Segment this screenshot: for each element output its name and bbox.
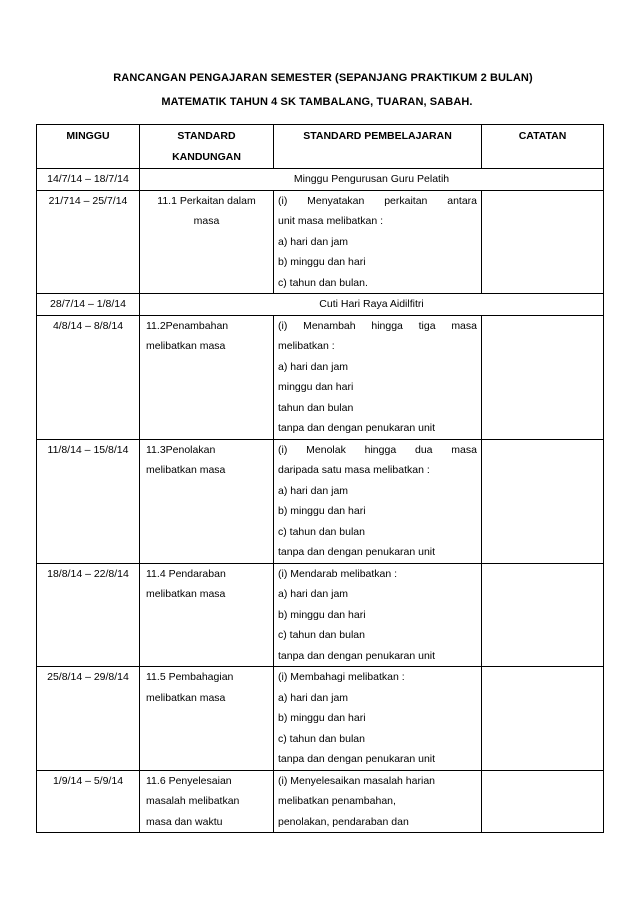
week-date: 4/8/14 – 8/8/14 [37, 315, 140, 439]
standard-pembelajaran-cell: (i) Menambah hingga tiga masa melibatkan : a) hari dan jam minggu dan hari tahun dan bulan tanpa dan dengan penukaran unit [274, 315, 482, 439]
standard-pembelajaran-cell: (i) Menyelesaikan masalah harian melibatkan penambahan, penolakan, pendaraban dan [274, 770, 482, 833]
header-standard-pembelajaran: STANDARD PEMBELAJARAN [274, 125, 482, 169]
span-note: Minggu Pengurusan Guru Pelatih [140, 169, 604, 191]
header-standard-kandungan [140, 125, 274, 169]
document-title: RANCANGAN PENGAJARAN SEMESTER (SEPANJANG PRAKTIKUM 2 BULAN) [113, 72, 533, 84]
week-date: 25/8/14 – 29/8/14 [37, 667, 140, 771]
span-note: Cuti Hari Raya Aidilfitri [140, 294, 604, 316]
table-header-row [37, 125, 604, 169]
catatan-cell [482, 770, 604, 833]
standard-pembelajaran-cell: (i) Mendarab melibatkan : a) hari dan jam b) minggu dan hari c) tahun dan bulan tanpa dan dengan penukaran unit [274, 563, 482, 667]
table-row [37, 770, 604, 833]
table-row [37, 190, 604, 294]
week-date: 28/7/14 – 1/8/14 [37, 294, 140, 316]
standard-kandungan-cell: 11.6 Penyelesaian masalah melibatkan masa dan waktu [140, 770, 274, 833]
table-row [37, 169, 604, 191]
standard-pembelajaran-cell: (i) Menolak hingga dua masa daripada satu masa melibatkan : a) hari dan jam b) minggu dan hari c) tahun dan bulan tanpa dan dengan penukaran unit [274, 439, 482, 563]
standard-kandungan-cell: 11.2Penambahan melibatkan masa [140, 315, 274, 439]
week-date: 1/9/14 – 5/9/14 [37, 770, 140, 833]
standard-kandungan-cell: 11.5 Pembahagian melibatkan masa [140, 667, 274, 771]
standard-kandungan-cell: 11.3Penolakan melibatkan masa [140, 439, 274, 563]
catatan-cell [482, 190, 604, 294]
catatan-cell [482, 439, 604, 563]
catatan-cell [482, 315, 604, 439]
table-row [37, 315, 604, 439]
week-date: 14/7/14 – 18/7/14 [37, 169, 140, 191]
standard-kandungan-cell: 11.4 Pendaraban melibatkan masa [140, 563, 274, 667]
table-row [37, 563, 604, 667]
header-standard-kandungan-line1: STANDARD [177, 130, 236, 142]
week-date: 11/8/14 – 15/8/14 [37, 439, 140, 563]
header-minggu: MINGGU [37, 125, 140, 169]
lesson-plan-table [36, 124, 604, 833]
document-subtitle: MATEMATIK TAHUN 4 SK TAMBALANG, TUARAN, SABAH. [161, 96, 473, 108]
standard-pembelajaran-cell: (i) Menyatakan perkaitan antara unit masa melibatkan : a) hari dan jam b) minggu dan hari c) tahun dan bulan. [274, 190, 482, 294]
header-standard-kandungan-line2: KANDUNGAN [172, 151, 241, 163]
week-date: 21/714 – 25/7/14 [37, 190, 140, 294]
catatan-cell [482, 563, 604, 667]
table-row [37, 439, 604, 563]
standard-pembelajaran-cell: (i) Membahagi melibatkan : a) hari dan jam b) minggu dan hari c) tahun dan bulan tanpa dan dengan penukaran unit [274, 667, 482, 771]
table-row [37, 667, 604, 771]
week-date: 18/8/14 – 22/8/14 [37, 563, 140, 667]
catatan-cell [482, 667, 604, 771]
table-row [37, 294, 604, 316]
header-catatan: CATATAN [482, 125, 604, 169]
standard-kandungan-cell: 11.1 Perkaitan dalam masa [140, 190, 274, 294]
